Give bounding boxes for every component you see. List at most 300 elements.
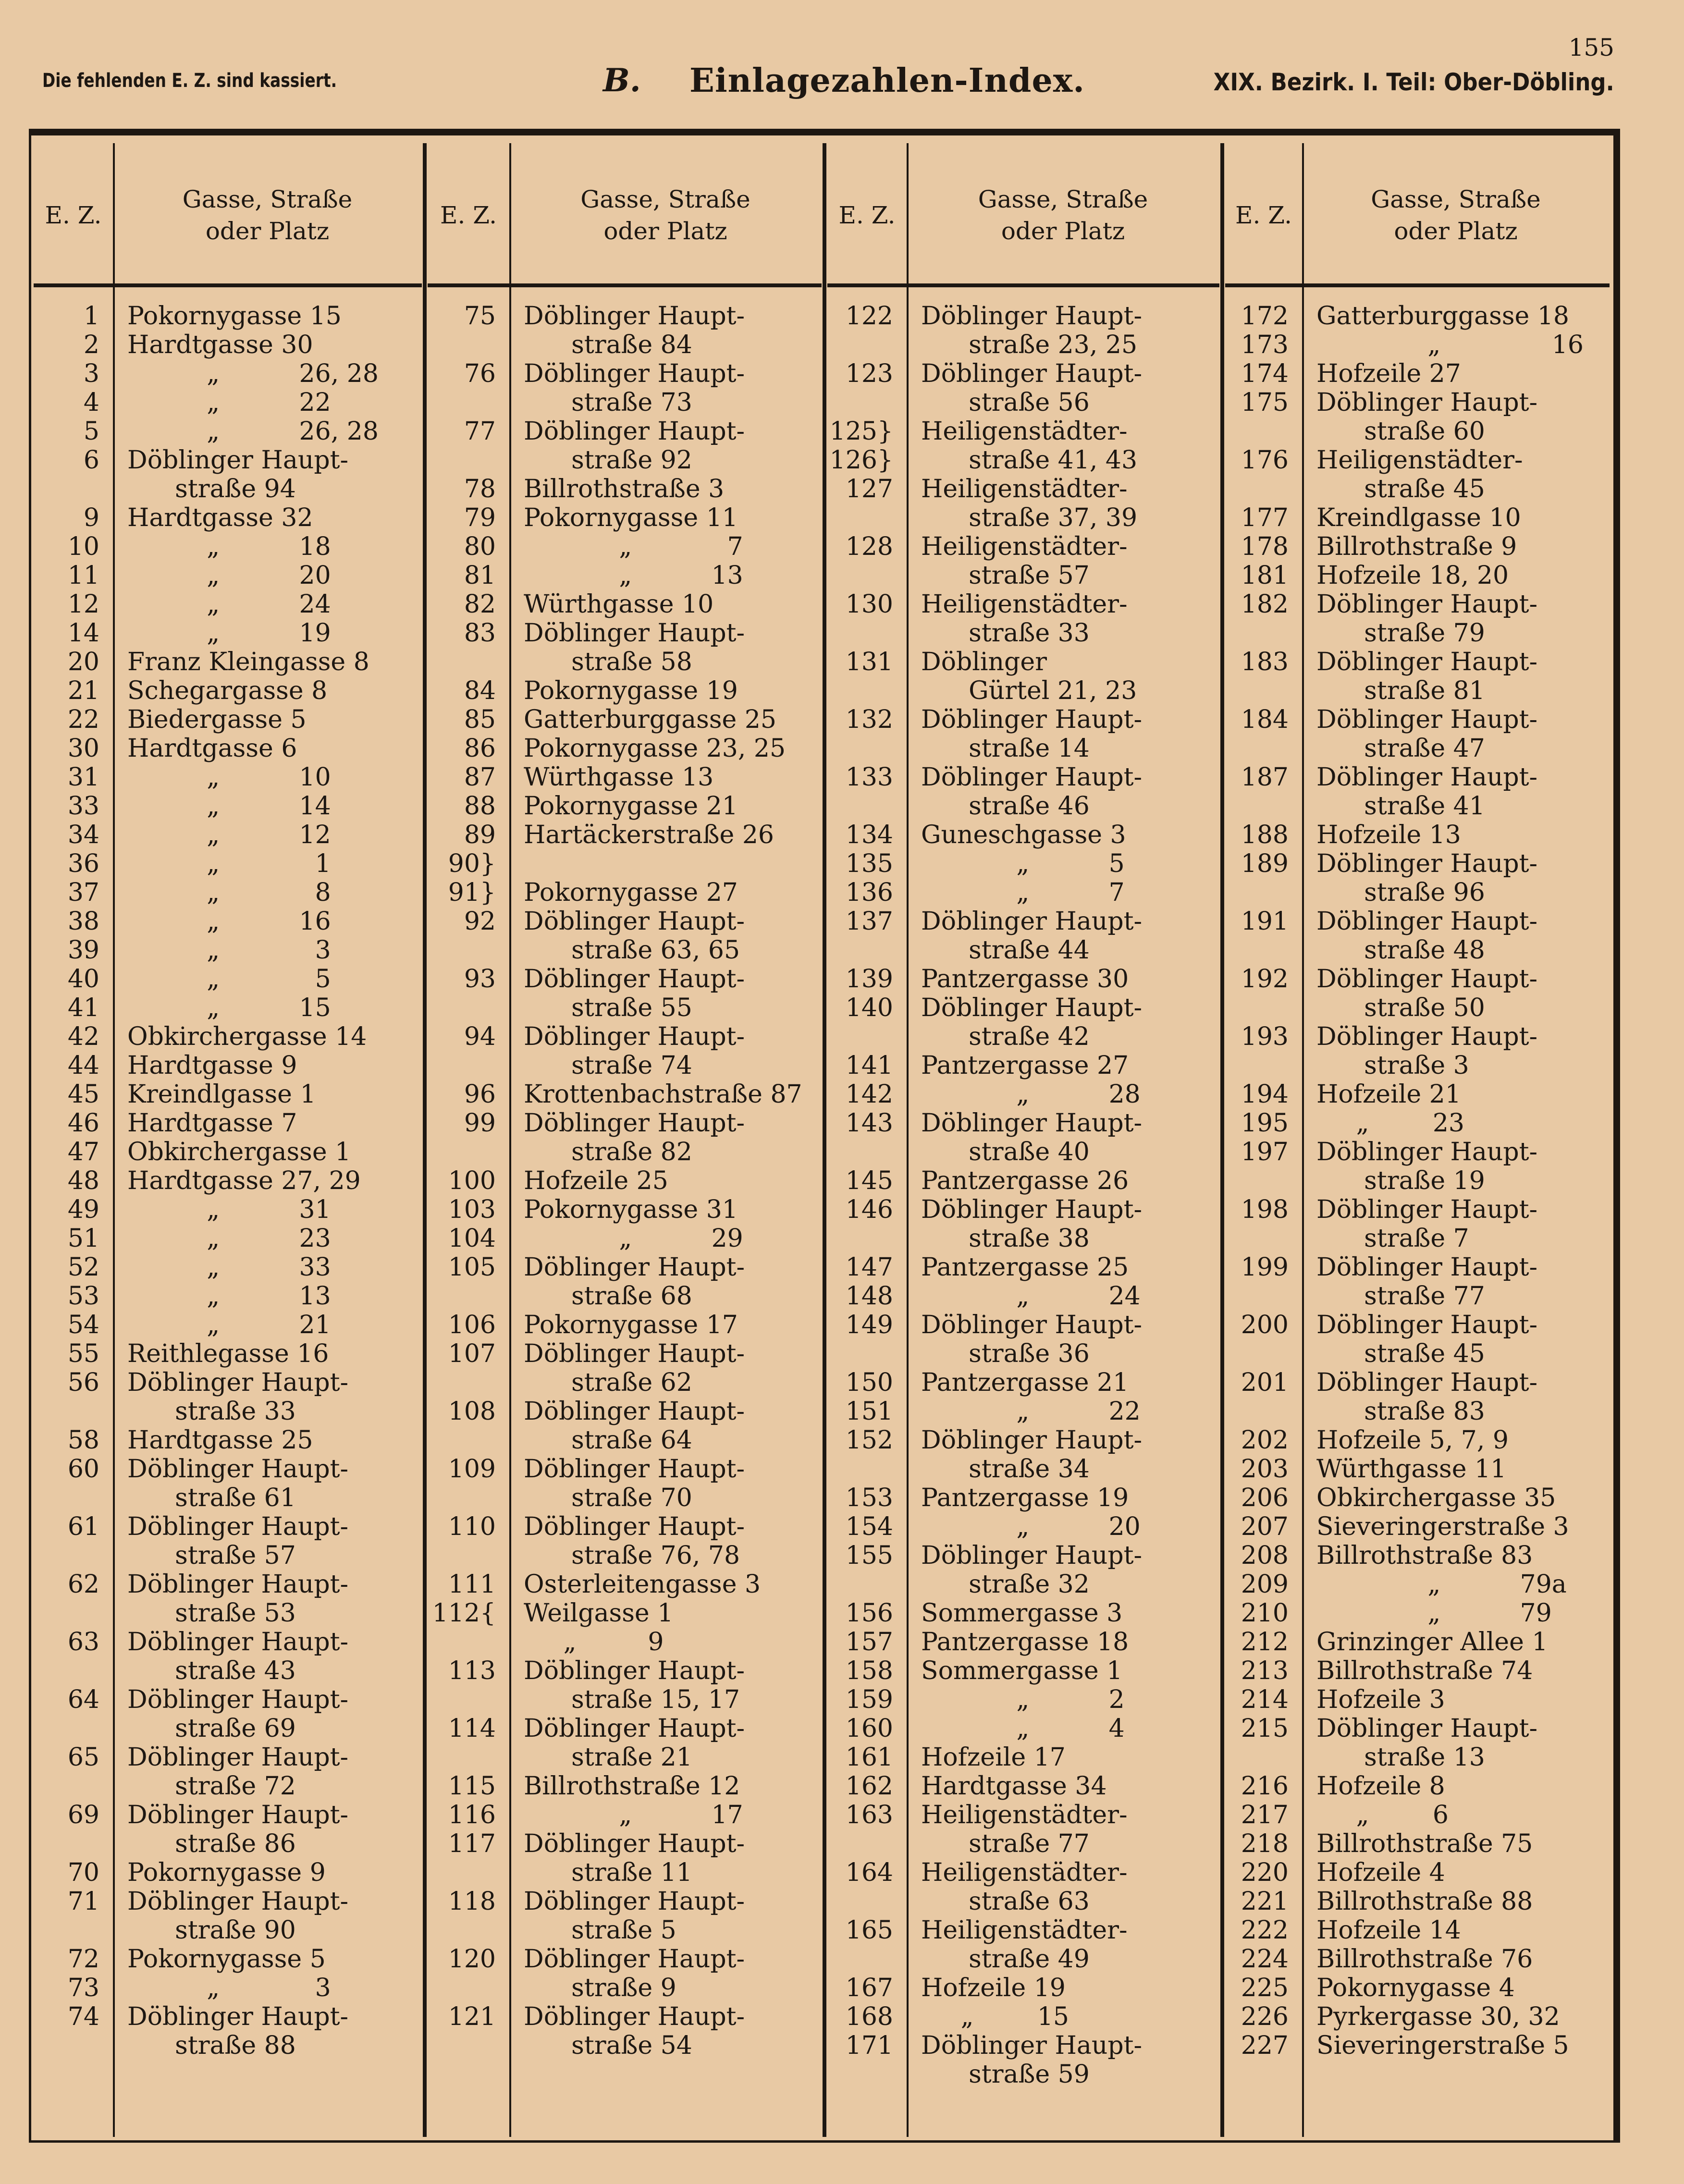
ez-number: 85 (464, 705, 496, 734)
street-address: „ 26, 28 (127, 359, 379, 388)
table-row (827, 417, 1219, 475)
street-address: Döblinger Haupt- straße 96 (1316, 849, 1538, 907)
table-column (827, 143, 1219, 2137)
table-row (34, 965, 422, 994)
ez-number: 88 (464, 792, 496, 821)
street-address: Biedergasse 5 (127, 705, 307, 734)
ez-number: 2 (83, 331, 99, 359)
table-row (1225, 1772, 1610, 1801)
street-address: Hofzeile 5, 7, 9 (1316, 1426, 1509, 1455)
table-row (1225, 821, 1610, 849)
table-row (1225, 705, 1610, 763)
table-row (428, 1195, 822, 1224)
ez-number: 53 (67, 1282, 99, 1311)
table-row (34, 1051, 422, 1080)
column-divider (823, 143, 826, 2137)
street-address: Hardtgasse 30 (127, 331, 313, 359)
table-row (428, 1253, 822, 1311)
ez-number: 76 (464, 359, 496, 388)
ez-number: 77 (464, 417, 496, 446)
ez-number: 157 (845, 1628, 893, 1656)
table-row (827, 1743, 1219, 1772)
ez-number: 81 (464, 561, 496, 590)
street-address: Döblinger Haupt- straße 54 (524, 2002, 745, 2060)
table-row (827, 1628, 1219, 1656)
ez-number: 218 (1241, 1829, 1289, 1858)
ez-number: 212 (1241, 1628, 1289, 1656)
street-address: Hofzeile 21 (1316, 1080, 1461, 1109)
street-address: Hartäckerstraße 26 (524, 821, 774, 849)
ez-number: 90} 91} (448, 849, 496, 907)
street-address: Pantzergasse 26 (921, 1166, 1129, 1195)
table-row (827, 359, 1219, 417)
table-row (34, 1945, 422, 1974)
ez-number: 33 (67, 792, 99, 821)
table-row (1225, 648, 1610, 705)
street-address: Döblinger Haupt- straße 61 (127, 1455, 349, 1512)
table-row (827, 965, 1219, 994)
header-street: Gasse, Straße oder Platz (1371, 185, 1541, 245)
table-row (827, 1426, 1219, 1484)
street-address: Döblinger Haupt- straße 62 (524, 1339, 745, 1397)
ez-number: 222 (1241, 1916, 1289, 1945)
street-address: „ 20 (127, 561, 331, 590)
table-row (34, 1195, 422, 1224)
table-row (428, 1397, 822, 1455)
ez-number: 6 (83, 446, 99, 475)
street-address: „ 5 (127, 965, 331, 994)
ez-number: 52 (67, 1253, 99, 1282)
street-address: Döblinger Haupt- straße 5 (524, 1887, 745, 1945)
street-address: Döblinger Haupt- straße 72 (127, 1743, 349, 1801)
ez-number: 20 (67, 648, 99, 676)
ez-number: 34 (67, 821, 99, 849)
ez-number: 188 (1241, 821, 1289, 849)
table-row (34, 1801, 422, 1858)
street-address: Döblinger Haupt- straße 79 (1316, 590, 1538, 648)
table-row (428, 1224, 822, 1253)
table-row (1225, 1887, 1610, 1916)
ez-number: 177 (1241, 503, 1289, 532)
street-address: Döblinger Haupt- straße 41 (1316, 763, 1538, 821)
street-address: Pokornygasse 4 (1316, 1974, 1515, 2002)
street-address: Döblinger Haupt- straße 86 (127, 1801, 349, 1858)
column-header (428, 143, 822, 287)
ez-number: 156 (845, 1599, 893, 1628)
ez-number: 194 (1241, 1080, 1289, 1109)
street-address: Billrothstraße 74 (1316, 1656, 1533, 1685)
table-row (34, 1282, 422, 1311)
table-row (428, 1512, 822, 1570)
deleted-entries-note: Die fehlenden E. Z. sind kassiert. (42, 70, 337, 92)
table-row (827, 1916, 1219, 1974)
street-address: „ 7 (921, 878, 1125, 907)
header-street: Gasse, Straße oder Platz (978, 185, 1148, 245)
ez-number: 103 (448, 1195, 496, 1224)
table-row (34, 1339, 422, 1368)
table-row (1225, 763, 1610, 821)
ez-number: 93 (464, 965, 496, 994)
street-address: „ 16 (127, 907, 331, 936)
street-address: „ 3 (127, 936, 331, 965)
ez-number: 148 (845, 1282, 893, 1311)
ez-number: 30 (67, 734, 99, 763)
street-address: Döblinger Haupt- straße 64 (524, 1397, 745, 1455)
street-address: Döblinger Haupt- straße 63, 65 (524, 907, 745, 965)
ez-number: 164 (845, 1858, 893, 1887)
street-address: Obkirchergasse 1 (127, 1138, 351, 1166)
street-address: Würthgasse 10 (524, 590, 714, 619)
table-row (34, 1685, 422, 1743)
ez-number: 210 (1241, 1599, 1289, 1628)
column-header (1225, 143, 1610, 287)
ez-number: 46 (67, 1109, 99, 1138)
table-row (827, 532, 1219, 590)
table-row (428, 1714, 822, 1772)
street-address: Grinzinger Allee 1 (1316, 1628, 1548, 1656)
street-address: Döblinger Haupt- straße 55 (524, 965, 745, 1022)
ez-number: 86 (464, 734, 496, 763)
ez-number: 153 (845, 1484, 893, 1512)
ez-number: 122 (845, 302, 893, 331)
table-row (827, 1397, 1219, 1426)
street-address: Pantzergasse 27 (921, 1051, 1129, 1080)
ez-number: 146 (845, 1195, 893, 1224)
table-row (1225, 331, 1610, 359)
table-row (1225, 503, 1610, 532)
table-row (428, 763, 822, 792)
table-row (827, 1656, 1219, 1685)
street-address: Billrothstraße 12 (524, 1772, 740, 1801)
street-address: Pantzergasse 19 (921, 1484, 1129, 1512)
ez-number: 83 (464, 619, 496, 648)
street-address: Döblinger Haupt- straße 50 (1316, 965, 1538, 1022)
table-row (1225, 1368, 1610, 1426)
ez-number: 203 (1241, 1455, 1289, 1484)
ez-number: 117 (448, 1829, 496, 1858)
ez-number: 44 (67, 1051, 99, 1080)
table-row (34, 619, 422, 648)
table-row (34, 331, 422, 359)
ez-number: 187 (1241, 763, 1289, 792)
ez-number: 63 (67, 1628, 99, 1656)
street-address: Hardtgasse 34 (921, 1772, 1107, 1801)
ez-number: 58 (67, 1426, 99, 1455)
street-address: Döblinger Haupt- straße 45 (1316, 1311, 1538, 1368)
street-address: Döblinger Haupt- straße 83 (1316, 1368, 1538, 1426)
street-address: Pokornygasse 11 (524, 503, 738, 532)
street-address: Gatterburggasse 18 (1316, 302, 1570, 331)
ez-number: 181 (1241, 561, 1289, 590)
table-row (428, 561, 822, 590)
ez-number: 21 (67, 676, 99, 705)
street-address: Döblinger Haupt- straße 43 (127, 1628, 349, 1685)
section-letter: B. (603, 61, 641, 99)
table-row (428, 1599, 822, 1656)
table-row (428, 1339, 822, 1397)
street-address: Osterleitengasse 3 (524, 1570, 761, 1599)
ez-number: 176 (1241, 446, 1289, 475)
table-row (1225, 1974, 1610, 2002)
table-row (428, 1166, 822, 1195)
table-row (428, 907, 822, 965)
ez-number: 82 (464, 590, 496, 619)
ez-number: 135 (845, 849, 893, 878)
ez-number: 213 (1241, 1656, 1289, 1685)
table-row (428, 734, 822, 763)
ez-number: 160 (845, 1714, 893, 1743)
ez-number: 69 (67, 1801, 99, 1829)
ez-number: 71 (67, 1887, 99, 1916)
table-row (1225, 1138, 1610, 1195)
street-address: Billrothstraße 83 (1316, 1541, 1533, 1570)
column-header (34, 143, 422, 287)
street-address: „ 29 (524, 1224, 743, 1253)
table-row (1225, 561, 1610, 590)
table-row (827, 907, 1219, 965)
street-address: Pantzergasse 25 (921, 1253, 1129, 1282)
street-address: Döblinger Haupt- straße 92 (524, 417, 745, 475)
ez-number: 189 (1241, 849, 1289, 878)
ez-number: 162 (845, 1772, 893, 1801)
street-address: Pantzergasse 21 (921, 1368, 1129, 1397)
table-row (827, 1801, 1219, 1858)
street-address: „ 6 (1316, 1801, 1449, 1829)
ez-number: 114 (448, 1714, 496, 1743)
street-address: Heiligenstädter- straße 41, 43 (921, 417, 1138, 475)
street-address: Döblinger Haupt- straße 53 (127, 1570, 349, 1628)
street-address: Döblinger Haupt- straße 7 (1316, 1195, 1538, 1253)
table-row (428, 849, 822, 907)
table-row (1225, 302, 1610, 331)
street-address: Billrothstraße 75 (1316, 1829, 1533, 1858)
street-address: „ 12 (127, 821, 331, 849)
ez-number: 1 (83, 302, 99, 331)
ez-number: 41 (67, 994, 99, 1022)
street-address: Sieveringerstraße 3 (1316, 1512, 1569, 1541)
district-heading: XIX. Bezirk. I. Teil: Ober-Döbling. (1213, 68, 1614, 96)
table-row (34, 1224, 422, 1253)
street-address: Döblinger Haupt- straße 44 (921, 907, 1143, 965)
ez-number: 11 (67, 561, 99, 590)
street-address: Pokornygasse 31 (524, 1195, 738, 1224)
ez-number: 80 (464, 532, 496, 561)
ez-number: 87 (464, 763, 496, 792)
ez-number: 110 (448, 1512, 496, 1541)
street-address: Döblinger Haupt- straße 33 (127, 1368, 349, 1426)
table-row (34, 2002, 422, 2060)
table-row (428, 792, 822, 821)
table-row (34, 1512, 422, 1570)
header-ez: E. Z. (1235, 201, 1292, 229)
table-row (428, 503, 822, 532)
street-address: „ 15 (127, 994, 331, 1022)
table-row (34, 1455, 422, 1512)
street-address: Reithlegasse 16 (127, 1339, 329, 1368)
table-row (827, 1685, 1219, 1714)
ez-number: 130 (845, 590, 893, 619)
street-address: Döblinger Haupt- straße 9 (524, 1945, 745, 2002)
street-address: „ 13 (127, 1282, 331, 1311)
table-row (34, 1628, 422, 1685)
ez-number: 159 (845, 1685, 893, 1714)
street-address: Döblinger Haupt- straße 32 (921, 1541, 1143, 1599)
ez-number: 48 (67, 1166, 99, 1195)
street-address: Weilgasse 1 „ 9 (524, 1599, 674, 1656)
table-row (1225, 1512, 1610, 1541)
ez-number: 224 (1241, 1945, 1289, 1974)
table-row (827, 475, 1219, 532)
table-row (34, 849, 422, 878)
ez-number: 4 (83, 388, 99, 417)
street-address: Hardtgasse 9 (127, 1051, 297, 1080)
table-row (34, 1426, 422, 1455)
ez-number: 106 (448, 1311, 496, 1339)
table-row (1225, 849, 1610, 907)
table-row (428, 1570, 822, 1599)
street-address: Döblinger Haupt- straße 77 (1316, 1253, 1538, 1311)
ez-number: 167 (845, 1974, 893, 2002)
street-address: Heiligenstädter- straße 37, 39 (921, 475, 1138, 532)
table-row (827, 763, 1219, 821)
table-row (1225, 1541, 1610, 1570)
street-address: Pokornygasse 21 (524, 792, 738, 821)
street-address: Hofzeile 27 (1316, 359, 1461, 388)
ez-number: 140 (845, 994, 893, 1022)
table-row (827, 648, 1219, 705)
table-row (1225, 446, 1610, 503)
street-address: Döblinger Haupt- straße 48 (1316, 907, 1538, 965)
street-address: Hofzeile 4 (1316, 1858, 1445, 1887)
street-address: Döblinger Haupt- straße 81 (1316, 648, 1538, 705)
ez-number: 133 (845, 763, 893, 792)
ez-number: 139 (845, 965, 893, 994)
table-row (827, 849, 1219, 878)
street-address: „ 22 (127, 388, 331, 417)
street-address: Hofzeile 19 (921, 1974, 1066, 2002)
street-address: „ 2 (921, 1685, 1125, 1714)
ez-number: 199 (1241, 1253, 1289, 1282)
table-row (1225, 359, 1610, 388)
ez-number: 152 (845, 1426, 893, 1455)
street-address: Hofzeile 13 (1316, 821, 1461, 849)
street-address: Döblinger Haupt- straße 90 (127, 1887, 349, 1945)
street-address: Döblinger Haupt- straße 69 (127, 1685, 349, 1743)
table-row (34, 821, 422, 849)
street-address: „ 5 (921, 849, 1125, 878)
ez-number: 200 (1241, 1311, 1289, 1339)
table-row (34, 446, 422, 503)
ez-number: 182 (1241, 590, 1289, 619)
table-row (428, 965, 822, 1022)
table-row (1225, 1801, 1610, 1829)
ez-number: 47 (67, 1138, 99, 1166)
ez-number: 123 (845, 359, 893, 388)
street-address: Heiligenstädter- straße 77 (921, 1801, 1128, 1858)
table-row (428, 1945, 822, 2002)
street-address: „ 15 (921, 2002, 1069, 2031)
ez-number: 155 (845, 1541, 893, 1570)
table-row (827, 1109, 1219, 1166)
street-address: Schegargasse 8 (127, 676, 328, 705)
street-address: Pokornygasse 23, 25 (524, 734, 786, 763)
table-row (34, 503, 422, 532)
ez-number: 107 (448, 1339, 496, 1368)
ez-number: 163 (845, 1801, 893, 1829)
table-row (428, 1080, 822, 1109)
table-row (827, 302, 1219, 359)
column-divider (423, 143, 427, 2137)
street-address: Billrothstraße 88 (1316, 1887, 1533, 1916)
ez-number: 171 (845, 2031, 893, 2060)
street-address: Hofzeile 18, 20 (1316, 561, 1509, 590)
ez-number: 154 (845, 1512, 893, 1541)
ez-number: 84 (464, 676, 496, 705)
table-row (827, 1311, 1219, 1368)
ez-number: 225 (1241, 1974, 1289, 2002)
street-address: Döblinger Haupt- straße 84 (524, 302, 745, 359)
ez-number: 118 (448, 1887, 496, 1916)
street-address: Döblinger Haupt- straße 73 (524, 359, 745, 417)
ez-number: 3 (83, 359, 99, 388)
ez-number: 217 (1241, 1801, 1289, 1829)
table-row (1225, 388, 1610, 446)
ez-number: 42 (67, 1022, 99, 1051)
street-address: Hofzeile 17 (921, 1743, 1066, 1772)
street-address: Döblinger Haupt- straße 94 (127, 446, 349, 503)
table-row (1225, 1455, 1610, 1484)
street-address: Döblinger Haupt- straße 42 (921, 994, 1143, 1051)
ez-number: 99 (464, 1109, 496, 1138)
table-row (1225, 2031, 1610, 2060)
table-column (428, 143, 822, 2137)
ez-number: 105 (448, 1253, 496, 1282)
street-address: „ 18 (127, 532, 331, 561)
ez-number: 151 (845, 1397, 893, 1426)
table-row (34, 763, 422, 792)
ez-number: 75 (464, 302, 496, 331)
table-row (428, 1887, 822, 1945)
street-address: Hardtgasse 25 (127, 1426, 313, 1455)
ez-number: 168 (845, 2002, 893, 2031)
ez-number: 111 (448, 1570, 496, 1599)
street-address: Krottenbachstraße 87 (524, 1080, 802, 1109)
street-address: „ 1 (127, 849, 331, 878)
table-row (1225, 2002, 1610, 2031)
ez-number: 143 (845, 1109, 893, 1138)
ez-number: 161 (845, 1743, 893, 1772)
ez-number: 10 (67, 532, 99, 561)
street-address: „ 7 (524, 532, 743, 561)
ez-number: 31 (67, 763, 99, 792)
street-address: Gatterburggasse 25 (524, 705, 777, 734)
street-address: Döblinger Haupt- straße 46 (921, 763, 1143, 821)
street-address: Döblinger Haupt- straße 57 (127, 1512, 349, 1570)
table-row (1225, 907, 1610, 965)
ez-number: 172 (1241, 302, 1289, 331)
street-address: „ 19 (127, 619, 331, 648)
table-row (428, 705, 822, 734)
ez-number: 89 (464, 821, 496, 849)
street-address: „ 79 (1316, 1599, 1552, 1628)
table-row (34, 1109, 422, 1138)
street-address: Döblinger Gürtel 21, 23 (921, 648, 1137, 705)
table-row (827, 1484, 1219, 1512)
ez-number: 183 (1241, 648, 1289, 676)
table-row (1225, 1656, 1610, 1685)
ez-number: 145 (845, 1166, 893, 1195)
street-address: Hofzeile 25 (524, 1166, 668, 1195)
